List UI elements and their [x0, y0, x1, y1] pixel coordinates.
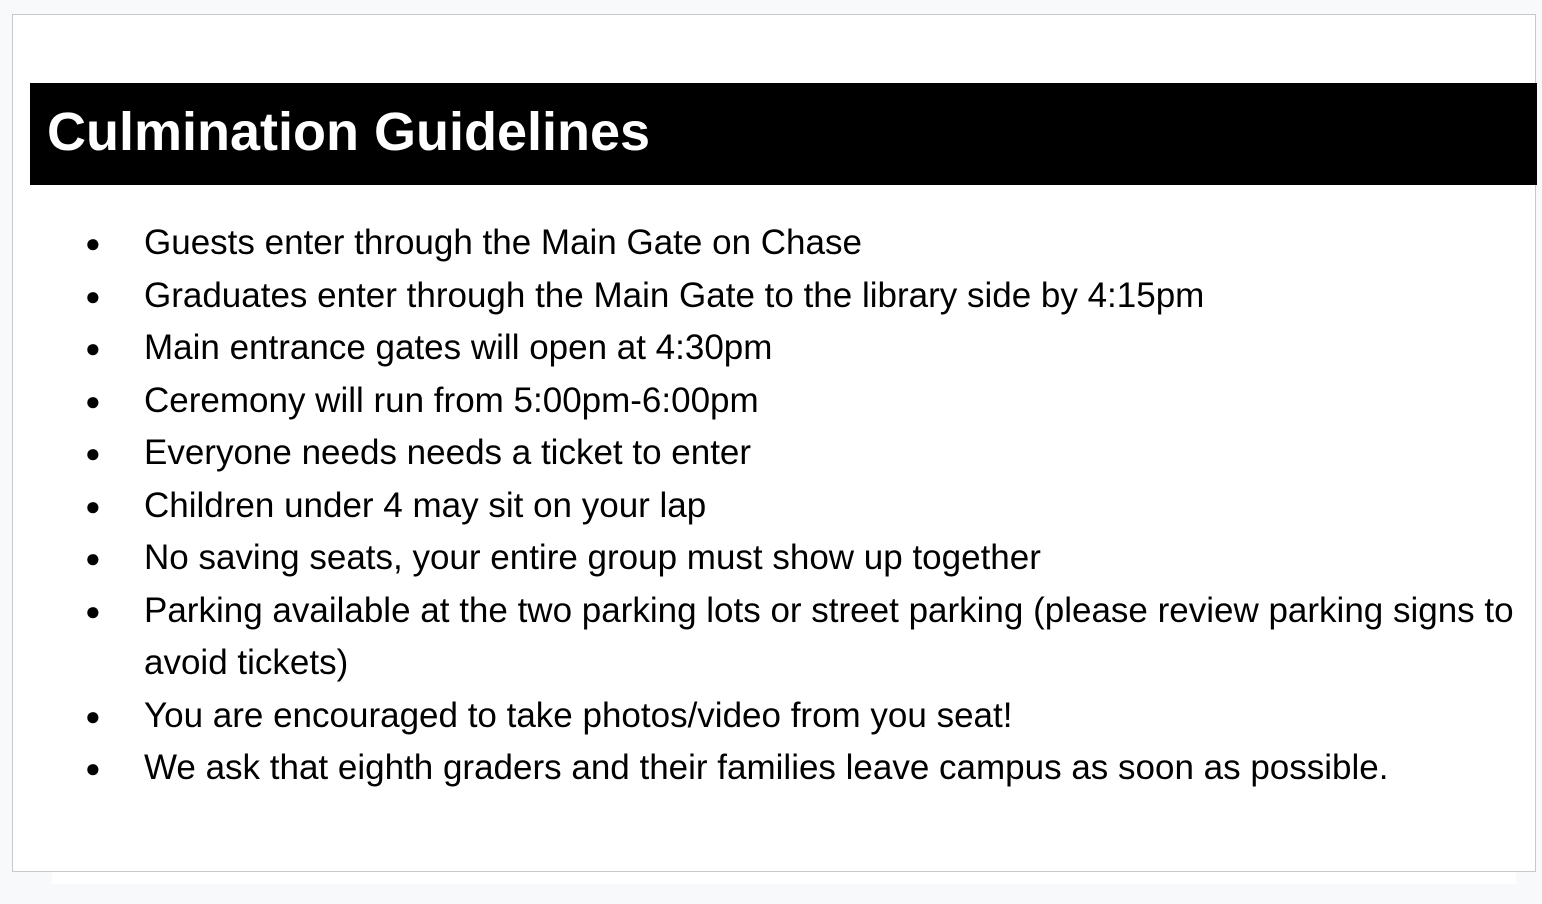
list-item-text: Ceremony will run from 5:00pm-6:00pm	[144, 380, 759, 420]
list-item-text: Everyone needs needs a ticket to enter	[144, 433, 752, 472]
list-item-text: Parking available at the two parking lots or street parking (please review parking signs to avoid tickets)	[144, 590, 1514, 682]
slide-bottom-edge	[52, 872, 1516, 884]
bullet-icon: ●	[85, 280, 101, 311]
list-item	[13, 375, 1537, 428]
list-item-text: Main entrance gates will open at 4:30pm	[144, 328, 773, 367]
bullet-icon: ●	[85, 543, 101, 573]
title-bar	[30, 83, 1537, 185]
list-item-text: Graduates enter through the Main Gate to the library side by 4:15pm	[144, 275, 1205, 315]
bullet-icon: ●	[85, 438, 101, 468]
list-item-text: You are encouraged to take photos/video from you seat!	[144, 695, 1013, 735]
list-item	[13, 690, 1537, 743]
list-item	[13, 427, 1537, 480]
bullet-icon: ●	[85, 490, 101, 521]
bullet-icon: ●	[85, 753, 101, 783]
bullet-icon: ●	[85, 228, 101, 258]
list-item	[13, 217, 1537, 270]
bullet-icon: ●	[85, 385, 101, 416]
bullet-icon: ●	[85, 700, 101, 731]
slide-title: Culmination Guidelines	[47, 102, 651, 162]
list-item	[13, 322, 1537, 375]
list-item	[13, 742, 1537, 795]
bullet-icon: ●	[85, 333, 101, 363]
guidelines-list	[13, 217, 1537, 795]
list-item	[13, 532, 1537, 585]
list-item	[13, 480, 1537, 533]
bullet-icon: ●	[85, 595, 101, 626]
list-item-text: Guests enter through the Main Gate on Chase	[144, 223, 862, 262]
list-item	[13, 585, 1537, 690]
slide	[12, 14, 1536, 872]
list-item-text: Children under 4 may sit on your lap	[144, 485, 707, 525]
list-item-text: We ask that eighth graders and their families leave campus as soon as possible.	[144, 748, 1389, 787]
list-item-text: No saving seats, your entire group must show up together	[144, 538, 1041, 577]
list-item	[13, 270, 1537, 323]
